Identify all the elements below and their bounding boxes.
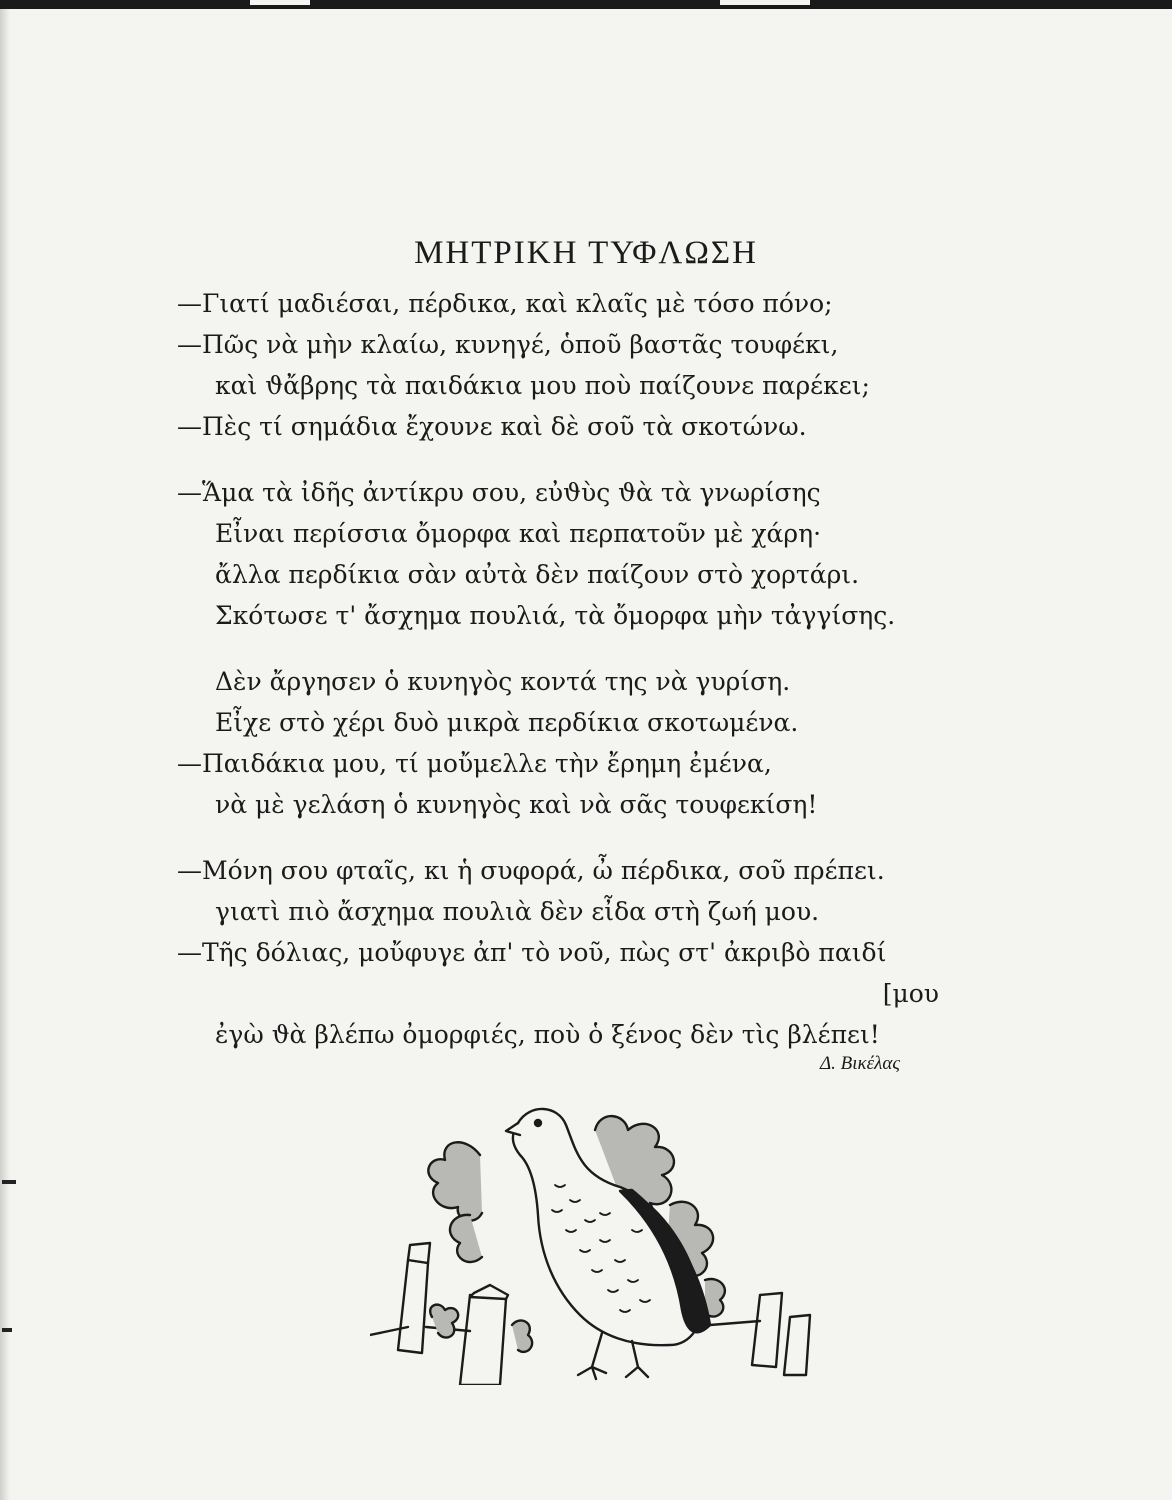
foliage: [512, 1320, 532, 1351]
poem-body: [177, 283, 967, 1055]
fence-post: [460, 1295, 506, 1385]
stanza-gap: [177, 636, 967, 661]
poem-line: Σκότωσε τ' ἄσχημα πουλιά, τὰ ὄμορφα μὴν τἀγγίσης.: [215, 601, 896, 630]
stanza-1: [177, 283, 967, 447]
page-top-edge-gap: [720, 0, 810, 5]
poem-line: —Πὲς τί σημάδια ἔχουνε καὶ δὲ σοῦ τὰ σκοτώνω.: [177, 412, 807, 441]
fence-post: [408, 1243, 430, 1263]
poem-line: καὶ ϑἄβρης τὰ παιδάκια μου ποὺ παίζουνε παρέκει;: [215, 371, 870, 400]
poem-line: —Παιδάκια μου, τί μοὔμελλε τὴν ἔρημη ἐμένα,: [177, 749, 772, 778]
page-top-edge-gap: [250, 0, 310, 5]
stanza-gap: [177, 447, 967, 472]
fence-post: [752, 1293, 782, 1367]
fence-post: [398, 1260, 428, 1353]
poem-line: Δὲν ἄργησεν ὁ κυνηγὸς κοντά της νὰ γυρίση.: [215, 667, 791, 696]
stanza-gap: [177, 825, 967, 850]
foliage: [430, 1305, 458, 1338]
poem-line: ἄλλα περδίκια σὰν αὐτὰ δὲν παίζουν στὸ χορτάρι.: [215, 560, 860, 589]
partridge-eye: [535, 1120, 541, 1126]
poem-line: —Γιατί μαδιέσαι, πέρδικα, καὶ κλαῖς μὲ τόσο πόνο;: [177, 289, 833, 318]
poem-line: Εἶχε στὸ χέρι δυὸ μικρὰ περδίκια σκοτωμένα.: [215, 708, 799, 737]
binding-mark: [2, 1180, 16, 1184]
poem-line-continuation: [μου: [882, 979, 939, 1008]
partridge-illustration: [370, 1095, 830, 1385]
binding-mark: [2, 1328, 12, 1332]
partridge-leg: [626, 1341, 648, 1377]
partridge-leg: [578, 1333, 606, 1379]
poem-line: ἐγὼ ϑὰ βλέπω ὀμορφιές, ποὺ ὁ ξένος δὲν τὶς βλέπει!: [215, 1020, 880, 1049]
foliage: [428, 1142, 482, 1220]
poem-line: νὰ μὲ γελάση ὁ κυνηγὸς καὶ νὰ σᾶς τουφεκίση!: [215, 790, 818, 819]
poem-line: Εἶναι περίσσια ὄμορφα καὶ περπατοῦν μὲ χάρη·: [215, 519, 822, 548]
page-left-shadow: [0, 9, 10, 1500]
stanza-4: [177, 850, 967, 1055]
poem-line: —Τῆς δόλιας, μοὔφυγε ἀπ' τὸ νοῦ, πὼς στ' ἀκριβὸ παιδί: [177, 938, 887, 967]
page-top-edge: [0, 0, 1172, 9]
poem-line: γιατὶ πιὸ ἄσχημα πουλιὰ δὲν εἶδα στὴ ζωή μου.: [215, 897, 820, 926]
foliage: [450, 1215, 482, 1262]
fence-rail: [710, 1321, 760, 1325]
author-signature: Δ. Βικέλας: [820, 1053, 901, 1074]
fence-post: [470, 1285, 508, 1299]
partridge-beak: [506, 1123, 520, 1135]
poem-title: ΜΗΤΡΙΚΗ ΤΥΦΛΩΣΗ: [414, 235, 758, 272]
stanza-2: [177, 472, 967, 636]
stanza-3: [177, 661, 967, 825]
fence-post: [784, 1315, 810, 1375]
poem-line: —Ἅμα τὰ ἰδῆς ἀντίκρυ σου, εὐϑὺς ϑὰ τὰ γνωρίσης: [177, 478, 821, 507]
poem-line: —Μόνη σου φταῖς, κι ἡ συφορά, ὦ πέρδικα, σοῦ πρέπει.: [177, 856, 885, 885]
poem-line: —Πῶς νὰ μὴν κλαίω, κυνηγέ, ὁποῦ βαστᾶς τουφέκι,: [177, 330, 839, 359]
